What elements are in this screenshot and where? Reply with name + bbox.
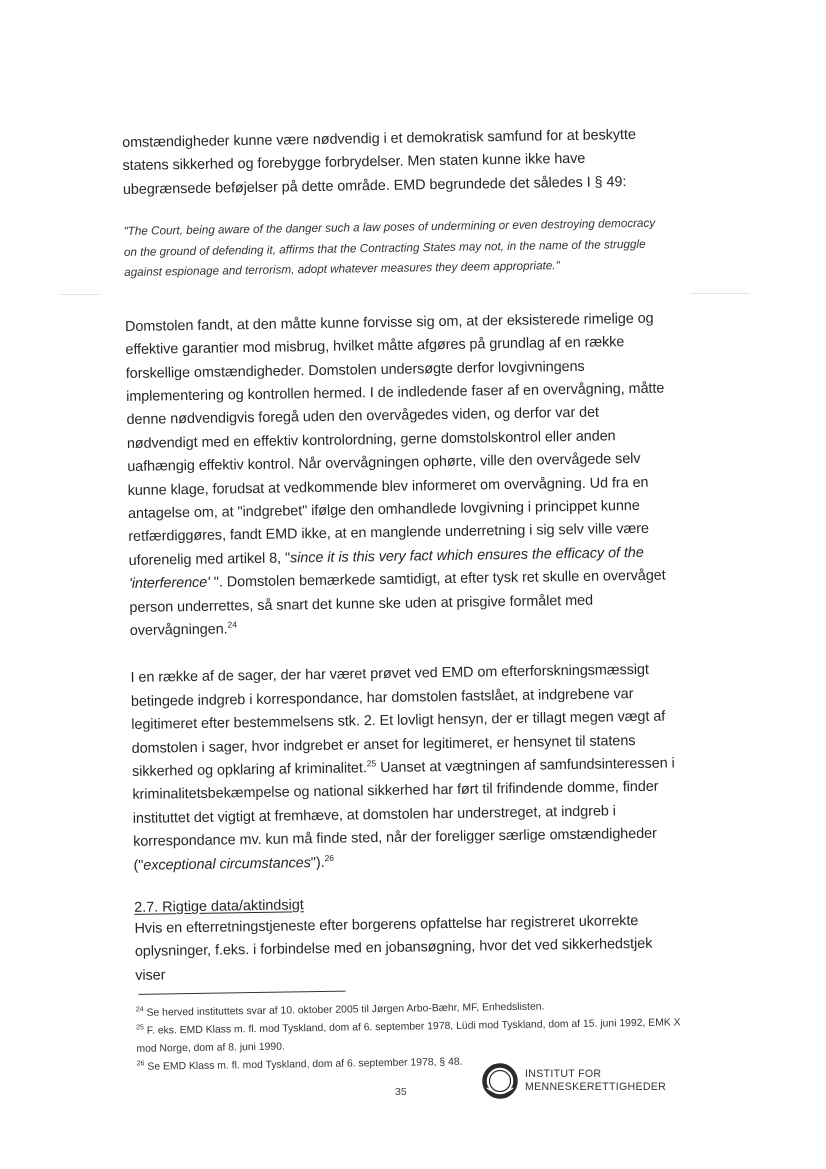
footnote-ref-24: 24 bbox=[227, 619, 237, 630]
paragraph-2 bbox=[125, 307, 675, 643]
logo-line-2: MENNESKERETTIGHEDER bbox=[525, 1081, 667, 1093]
paragraph-3-italic-term: exceptional circumstances bbox=[143, 854, 311, 874]
footnote-text: Se EMD Klass m. fl. mod Tyskland, dom af 6. september 1978, § 48. bbox=[144, 1057, 463, 1074]
footnote-text: F. eks. EMD Klass m. fl. mod Tyskland, dom af 6. september 1978, Lüdi mod Tyskland, dom af 15. juni 1992, EMK X mod Norge, dom af 8. juni 1990. bbox=[136, 1017, 681, 1056]
paragraph-3-text-b: Uanset at vægtningen af samfundsinteressen i kriminalitetsbekæmpelse og national sikkerhed har ført til frifindende domme, finder instituttet det vigtigt at fremhæve, at domstolen har understreget, at indgreb i korrespondance mv. kun må finde sted, når der foreligger særlige omstændigheder (" bbox=[132, 755, 675, 874]
paragraph-2-text-a: Domstolen fandt, at den måtte kunne forvisse sig om, at der eksisterede rimelige og effektive garantier mod misbrug, hvilket måtte afgøres på grundlag af en række forskellige omstændigheder. Domstolen undersøgte derfor lovgivningens implementering og kontrollen hermed. I de indledende faser af en overvågning, måtte denne nødvendigvis foregå uden den overvågedes viden, og derfor var det nødvendigt med en effektiv kontrolordning, gerne domstolskontrol eller anden uafhængig effektiv kontrol. Når overvågningen ophørte, ville den overvågede selv kunne klage, forudsat at vedkommende blev informeret om overvågning. Ud fra en antagelse om, at "indgrebet" ifølge den omhandlede lovgivning i princippet kunne retfærdiggøres, fandt EMD ikke, at en manglende underretning i sig selv ville være uforenelig med artikel 8, " bbox=[124, 310, 665, 569]
paragraph-1: omstændigheder kunne være nødvendig i et demokratisk samfund for at beskytte statens sikkerhed og forebygge forbrydelser. Men staten kunne ikke have ubegrænsede beføjelser på dette område. EMD begrundede det således I § 49: bbox=[122, 126, 636, 198]
paragraph-2-text-b: ". Domstolen bemærkede samtidigt, at efter tysk ret skulle en overvåget person underrettes, så snart det kunne ske uden at prisgive formålet med overvågningen. bbox=[129, 567, 666, 639]
institute-ring-logo-icon bbox=[481, 1062, 519, 1100]
paragraph-3 bbox=[130, 659, 678, 878]
paragraph-3-text-a: I en række af de sager, der har været prøvet ved EMD om efterforskningsmæssigt betingede indgreb i korrespondance, har domstolen fastslået, at indgrebene var legitimeret efter bestemmelsens stk. 2. Et lovligt hensyn, der er tillagt megen vægt af domstolen i sager, hvor indgrebet er anset for legitimeret, er hensynet til statens sikkerhed og opklaring af kriminalitet. bbox=[130, 662, 666, 780]
logo-line-1: INSTITUT FOR bbox=[525, 1068, 602, 1080]
section-heading: 2.7. Rigtige data/aktindsigt bbox=[134, 897, 304, 916]
footnote-divider bbox=[139, 991, 346, 995]
page-content bbox=[122, 123, 682, 1077]
footnote-number: 24 bbox=[135, 1006, 144, 1014]
footnote-number: 26 bbox=[136, 1060, 145, 1068]
scan-artifact-line bbox=[60, 294, 100, 295]
page-number: 35 bbox=[395, 1086, 407, 1098]
paragraph-2-italic-quote: since it is this very fact which ensures the efficacy of the 'interference' bbox=[128, 544, 644, 593]
footnote-number: 25 bbox=[136, 1024, 144, 1032]
paragraph-3-text-c: "). bbox=[310, 854, 325, 871]
footnote-text: Se herved instituttets svar af 10. oktober 2005 til Jørgen Arbo-Bæhr, MF, Enhedslisten. bbox=[143, 1001, 545, 1020]
paragraph-4: Hvis en efterretningstjeneste efter borgerens opfattelse har registreret ukorrekte oplysninger, f.eks. i forbindelse med en jobansøgning, hvor det ved sikkerhedstjek viser bbox=[134, 913, 653, 984]
institute-logo bbox=[481, 1061, 691, 1101]
logo-text bbox=[525, 1068, 666, 1094]
footnote-ref-25: 25 bbox=[366, 758, 377, 769]
court-quote: "The Court, being aware of the danger such a law poses of undermining or even destroying democracy on the ground of defending it, affirms that the Contracting States may not, in the name of the struggle against espionage and terrorism, adopt whatever measures they deem appropriate." bbox=[123, 216, 656, 280]
scan-artifact-line bbox=[690, 293, 750, 294]
footnote-ref-26: 26 bbox=[324, 852, 334, 863]
